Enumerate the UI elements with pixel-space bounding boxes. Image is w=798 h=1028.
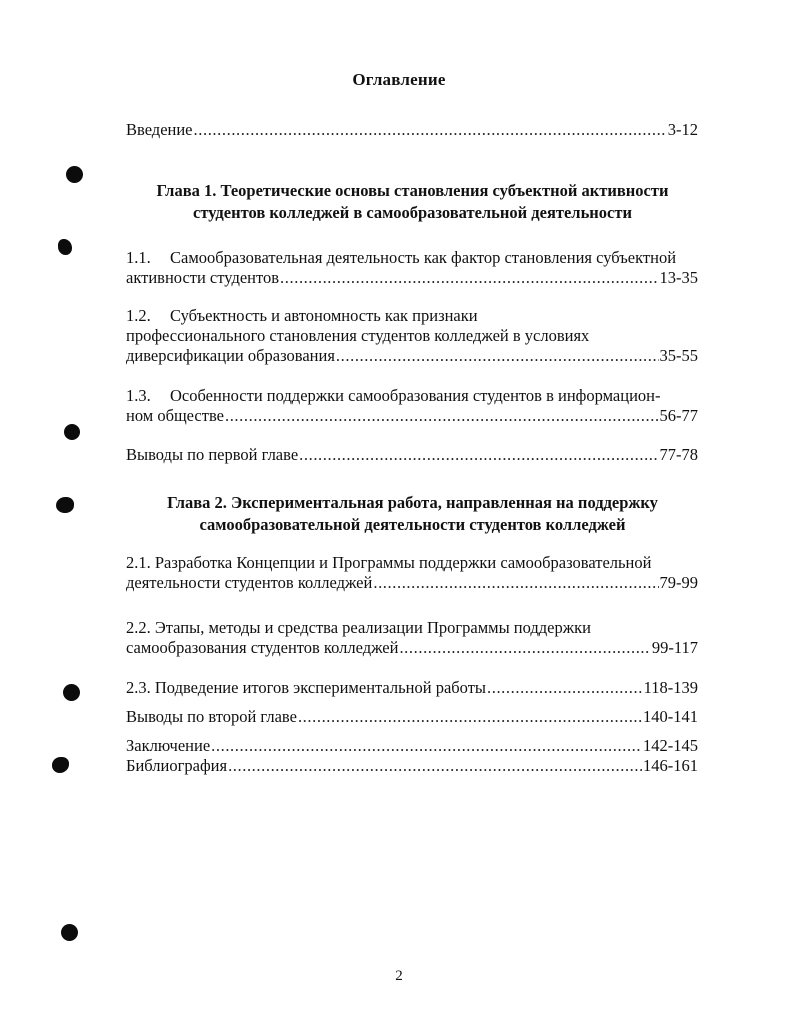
ink-blot-mark — [56, 497, 74, 513]
section-title-line-1: 2.2. Этапы, методы и средства реализации Программы поддержки — [126, 618, 592, 637]
toc-label: Введение — [126, 120, 193, 139]
section-title-line-1: Особенности поддержки самообразования студентов в информацион- — [170, 386, 661, 405]
toc-pages: 56-77 — [659, 406, 698, 425]
chapter-1-heading-line-1: Глава 1. Теоретические основы становления субъектной активности — [156, 181, 669, 200]
toc-pages: 13-35 — [659, 268, 698, 287]
section-title-line-2: самообразования студентов колледжей — [126, 638, 399, 657]
toc-label: Библиография — [126, 756, 228, 775]
dot-leader — [298, 707, 642, 727]
toc-entry-1-1[interactable] — [126, 248, 698, 288]
toc-pages: 77-78 — [659, 445, 698, 464]
toc-entry-1-3[interactable] — [126, 386, 698, 426]
toc-pages: 35-55 — [659, 346, 698, 365]
section-number: 1.3. — [126, 386, 151, 405]
dot-leader — [399, 638, 650, 658]
toc-entry-2-1[interactable] — [126, 553, 698, 593]
ink-blot-mark — [52, 757, 69, 773]
toc-label: Выводы по второй главе — [126, 707, 297, 726]
toc-entry-conclusion[interactable] — [126, 736, 698, 756]
chapter-1-heading — [120, 180, 705, 224]
toc-pages: 3-12 — [667, 120, 698, 139]
dot-leader — [280, 268, 658, 288]
section-title: 2.3. Подведение итогов экспериментальной работы — [126, 678, 486, 697]
section-title-line-1: 2.1. Разработка Концепции и Программы поддержки самообразовательной — [126, 553, 652, 572]
page-title: Оглавление — [352, 70, 446, 89]
section-title-line-2: деятельности студентов колледжей — [126, 573, 373, 592]
chapter-1-heading-line-2: студентов колледжей в самообразовательной деятельности — [193, 203, 632, 222]
dot-leader — [194, 120, 667, 140]
toc-entry-2-3[interactable] — [126, 678, 698, 698]
section-title-line-2: ном обществе — [126, 406, 224, 425]
punch-hole-mark — [61, 924, 78, 941]
section-number: 1.1. — [126, 248, 151, 267]
chapter-2-heading — [120, 492, 705, 536]
toc-label: Выводы по первой главе — [126, 445, 299, 464]
toc-entry-chapter-1-conclusions[interactable] — [126, 445, 698, 465]
section-number: 1.2. — [126, 306, 151, 325]
toc-pages: 146-161 — [643, 756, 698, 775]
dot-leader — [487, 678, 643, 698]
dot-leader — [225, 406, 659, 426]
dot-leader — [211, 736, 642, 756]
section-title-line-1: Самообразовательная деятельность как фактор становления субъектной — [170, 248, 677, 267]
ink-blot-mark — [58, 239, 72, 255]
section-title-line-1: Субъектность и автономность как признаки — [170, 306, 478, 325]
toc-pages: 142-145 — [643, 736, 698, 755]
toc-entry-2-2[interactable] — [126, 618, 698, 658]
punch-hole-mark — [66, 166, 83, 183]
toc-pages: 99-117 — [651, 638, 698, 657]
toc-label: Заключение — [126, 736, 211, 755]
toc-entry-bibliography[interactable] — [126, 756, 698, 776]
toc-pages: 118-139 — [643, 678, 698, 697]
chapter-2-heading-line-1: Глава 2. Экспериментальная работа, направленная на поддержку — [167, 493, 658, 512]
toc-entry-chapter-2-conclusions[interactable] — [126, 707, 698, 727]
toc-pages: 79-99 — [659, 573, 698, 592]
chapter-2-heading-line-2: самообразовательной деятельности студентов колледжей — [199, 515, 626, 534]
section-title-line-2: активности студентов — [126, 268, 280, 287]
section-title-line-2: профессионального становления студентов колледжей в условиях — [126, 326, 590, 345]
toc-entry-1-2[interactable] — [126, 306, 698, 366]
toc-pages: 140-141 — [643, 707, 698, 726]
toc-entry-intro[interactable] — [126, 120, 698, 140]
section-title-line-3: диверсификации образования — [126, 346, 335, 365]
dot-leader — [228, 756, 642, 776]
punch-hole-mark — [63, 684, 80, 701]
dot-leader — [373, 573, 658, 593]
page-number: 2 — [395, 968, 403, 984]
dot-leader — [336, 346, 659, 366]
dot-leader — [299, 445, 658, 465]
punch-hole-mark — [64, 424, 80, 440]
